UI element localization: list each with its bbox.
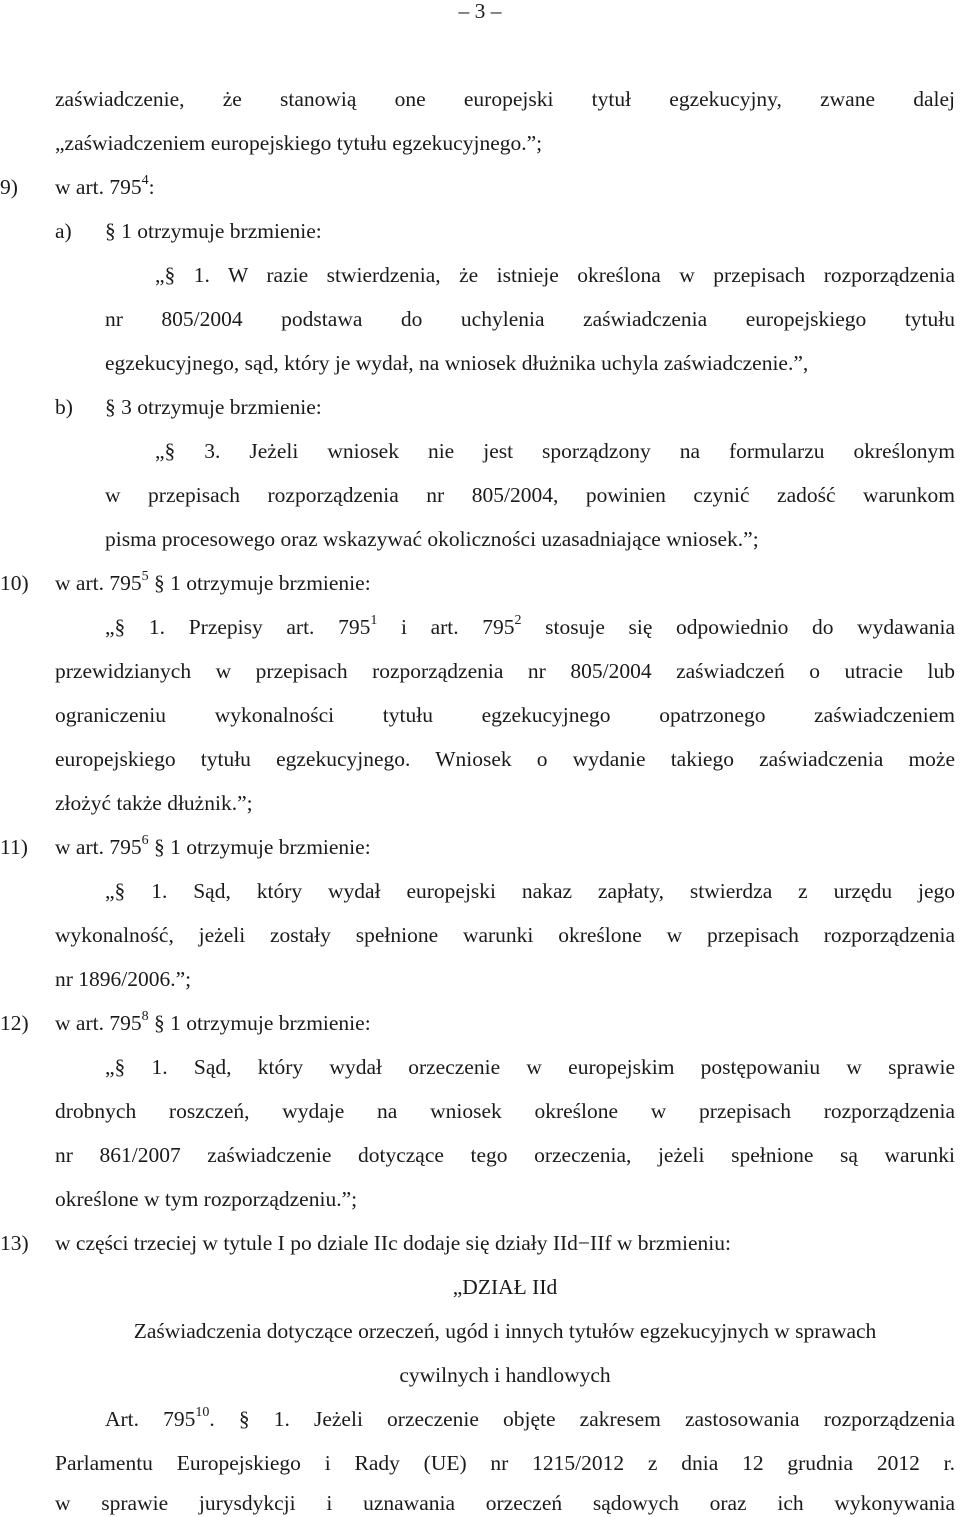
- text-line: ograniczeniu wykonalności tytułu egzekucyjnego opatrzonego zaświadczeniem: [55, 703, 955, 727]
- text-line: w art. $795^8$ § 1 otrzymuje brzmienie:: [55, 1008, 371, 1035]
- item-number: 9): [0, 175, 18, 199]
- text-line: europejskiego tytułu egzekucyjnego. Wniosek o wydanie takiego zaświadczenia może: [55, 747, 955, 771]
- text-line: w sprawie jurysdykcji i uznawania orzeczeń sądowych oraz ich wykonywania: [55, 1491, 955, 1515]
- text-line: drobnych roszczeń, wydaje na wniosek określone w przepisach rozporządzenia: [55, 1099, 955, 1123]
- text-line: nr 1896/2006.”;: [55, 967, 192, 991]
- text-line: w art. $795^5$ § 1 otrzymuje brzmienie:: [55, 568, 371, 595]
- item-number: 12): [0, 1011, 29, 1035]
- section-heading: „DZIAŁ IId: [452, 1275, 558, 1299]
- section-title: Zaświadczenia dotyczące orzeczeń, ugód i innych tytułów egzekucyjnych w sprawach: [133, 1319, 877, 1343]
- text-line: określone w tym rozporządzeniu.”;: [55, 1187, 358, 1211]
- text-line: „§ 1. W razie stwierdzenia, że istnieje określona w przepisach rozporządzenia: [155, 263, 955, 287]
- text-line: Parlamentu Europejskiego i Rady (UE) nr 1215/2012 z dnia 12 grudnia 2012 r.: [55, 1451, 955, 1475]
- text-line: wykonalność, jeżeli zostały spełnione warunki określone w przepisach rozporządzenia: [55, 923, 955, 947]
- text-line: w art. $795^6$ § 1 otrzymuje brzmienie:: [55, 832, 371, 859]
- page-number: – 3 –: [458, 0, 502, 23]
- text-line: „§ 1. Przepisy art. $795^1$ i art. $795^2$ stosuje się odpowiednio do wydawania: [105, 612, 956, 639]
- text-line: „§ 3. Jeżeli wniosek nie jest sporządzony na formularzu określonym: [155, 439, 955, 463]
- item-letter: b): [55, 395, 73, 419]
- text-line: § 1 otrzymuje brzmienie:: [105, 219, 322, 243]
- text-line: przewidzianych w przepisach rozporządzenia nr 805/2004 zaświadczeń o utracie lub: [55, 659, 955, 683]
- text-line: w art. $795^4$:: [55, 172, 155, 199]
- text-line: Art. $795^{10}$. § 1. Jeżeli orzeczenie objęte zakresem zastosowania rozporządzenia: [105, 1404, 955, 1431]
- text-line: nr 805/2004 podstawa do uchylenia zaświadczenia europejskiego tytułu: [105, 307, 955, 331]
- text-line: „zaświadczeniem europejskiego tytułu egzekucyjnego.”;: [55, 131, 543, 155]
- text-line: „§ 1. Sąd, który wydał europejski nakaz zapłaty, stwierdza z urzędu jego: [105, 879, 955, 903]
- text-line: w części trzeciej w tytule I po dziale IIc dodaje się działy IId−IIf w brzmieniu:: [55, 1231, 731, 1255]
- item-number: 10): [0, 571, 29, 595]
- text-line: egzekucyjnego, sąd, który je wydał, na wniosek dłużnika uchyla zaświadczenie.”,: [105, 351, 809, 375]
- text-line: zaświadczenie, że stanowią one europejski tytuł egzekucyjny, zwane dalej: [55, 87, 955, 111]
- item-number: 11): [0, 835, 28, 859]
- item-letter: a): [55, 219, 72, 243]
- text-line: pisma procesowego oraz wskazywać okoliczności uzasadniające wniosek.”;: [105, 527, 759, 551]
- text-line: „§ 1. Sąd, który wydał orzeczenie w europejskim postępowaniu w sprawie: [105, 1055, 955, 1079]
- section-title: cywilnych i handlowych: [399, 1363, 611, 1387]
- text-line: nr 861/2007 zaświadczenie dotyczące tego orzeczenia, jeżeli spełnione są warunki: [55, 1143, 955, 1167]
- text-line: w przepisach rozporządzenia nr 805/2004, powinien czynić zadość warunkom: [105, 483, 955, 507]
- item-number: 13): [0, 1231, 29, 1255]
- text-line: § 3 otrzymuje brzmienie:: [105, 395, 322, 419]
- text-line: złożyć także dłużnik.”;: [55, 791, 253, 815]
